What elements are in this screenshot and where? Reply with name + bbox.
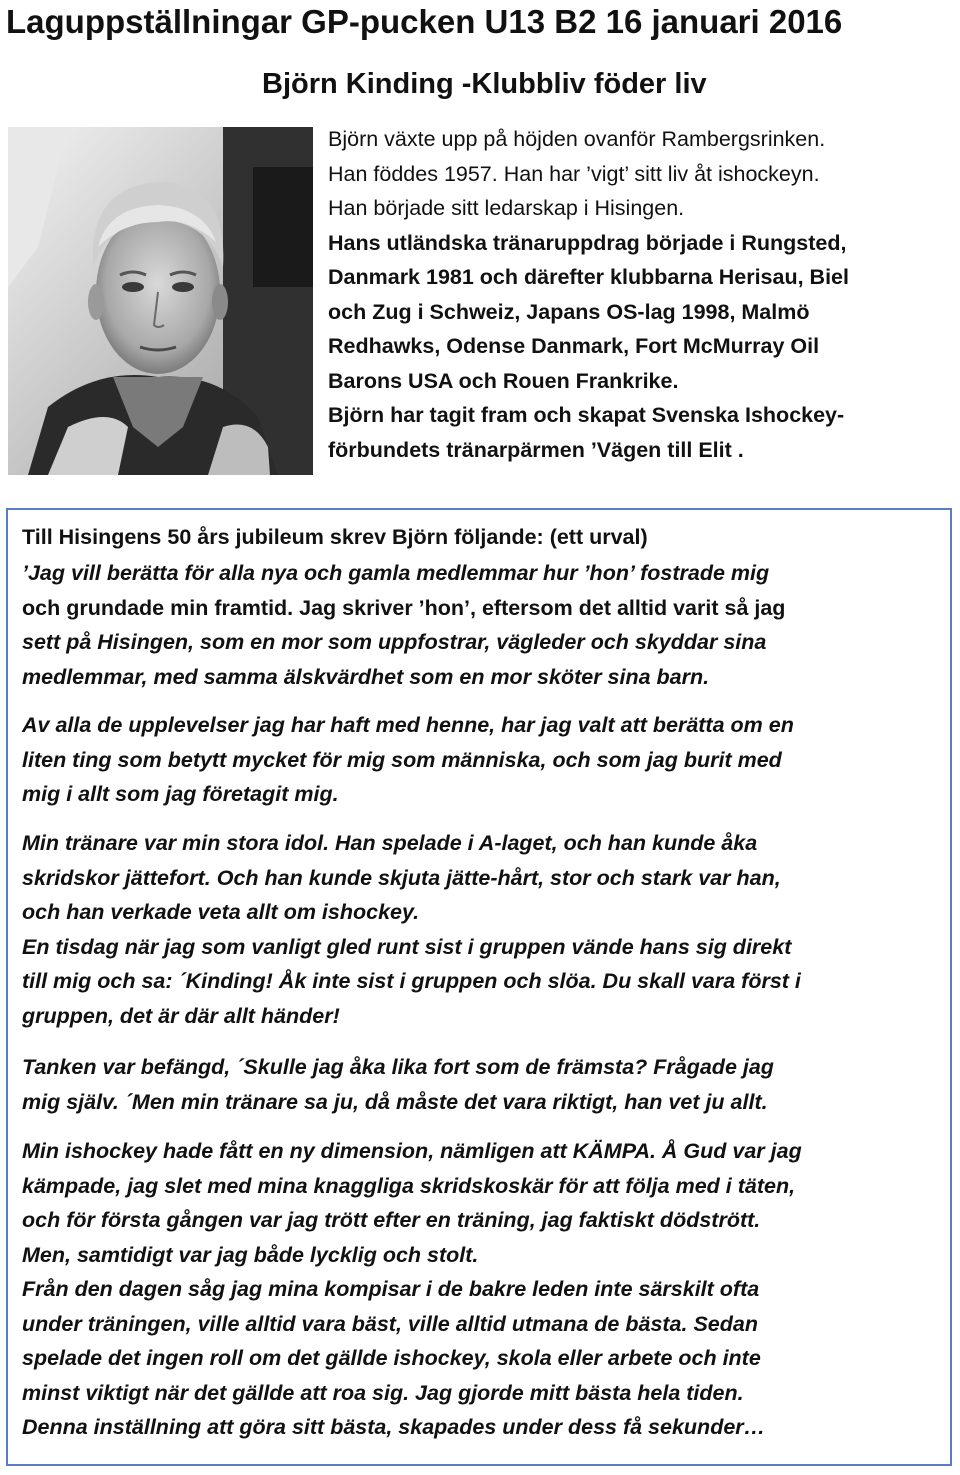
story-line: Från den dagen såg jag mina kompisar i de bakre leden inte särskilt ofta xyxy=(22,1277,760,1301)
story-line: Av alla de upplevelser jag har haft med henne, har jag valt att berätta om en xyxy=(22,713,794,737)
story-line: och för första gången var jag trött efter en träning, jag faktiskt dödstrött. xyxy=(22,1208,761,1232)
story-line: till mig och sa: ´Kinding! Åk inte sist i gruppen och slöa. Du skall vara först i xyxy=(22,969,801,993)
story-line: liten ting som betytt mycket för mig som människa, och som jag burit med xyxy=(22,747,782,772)
story-line: mig i allt som jag företagit mig. xyxy=(22,782,339,806)
story-line: skridskor jättefort. Och han kunde skjuta jätte-hårt, stor och stark var han, xyxy=(22,865,781,890)
story-line: gruppen, det är där allt händer! xyxy=(22,1003,340,1028)
story-line: Min tränare var min stora idol. Han spelade i A-laget, och han kunde åka xyxy=(22,831,758,855)
portrait-photo xyxy=(8,127,313,475)
story-line: minst viktigt när det gällde att roa sig. Jag gjorde mitt bästa hela tiden. xyxy=(22,1380,744,1405)
story-line: ’Jag vill berätta för alla nya och gamla medlemmar hur ’hon’ fostrade mig xyxy=(22,561,770,585)
story-line: Denna inställning att göra sitt bästa, skapades under dess få sekunder… xyxy=(22,1415,766,1439)
story-paragraph-1 xyxy=(22,556,942,694)
bio-line: Danmark 1981 och därefter klubbarna Herisau, Biel xyxy=(328,265,849,289)
bio-line: Han började sitt ledarskap i Hisingen. xyxy=(328,196,685,220)
article-subtitle: Björn Kinding -Klubbliv föder liv xyxy=(262,68,707,100)
bio-line: Hans utländska tränaruppdrag började i Rungsted, xyxy=(328,230,847,255)
story-paragraph-5 xyxy=(22,1134,942,1445)
bio-line: Björn har tagit fram och skapat Svenska Ishockey- xyxy=(328,403,845,427)
bio-line: Björn växte upp på höjden ovanför Rambergsrinken. xyxy=(328,127,826,151)
story-line: Min ishockey hade fått en ny dimension, nämligen att KÄMPA. Å Gud var jag xyxy=(22,1139,802,1163)
story-paragraph-2 xyxy=(22,708,942,812)
story-line: Men, samtidigt var jag både lycklig och stolt. xyxy=(22,1242,479,1267)
story-line: medlemmar, med samma älskvärdhet som en mor sköter sina barn. xyxy=(22,664,710,689)
story-line: mig själv. ´Men min tränare sa ju, då måste det vara riktigt, han vet ju allt. xyxy=(22,1089,768,1114)
story-line: under träningen, ville alltid vara bäst, ville alltid utmana de bästa. Sedan xyxy=(22,1311,758,1336)
bio-line: Barons USA och Rouen Frankrike. xyxy=(328,368,679,393)
story-line: spelade det ingen roll om det gällde ishockey, skola eller arbete och inte xyxy=(22,1346,761,1370)
story-line: sett på Hisingen, som en mor som uppfostrar, vägleder och skyddar sina xyxy=(22,630,767,654)
story-line: och han verkade veta allt om ishockey. xyxy=(22,900,420,924)
story-line: Tanken var befängd, ´Skulle jag åka lika fort som de främsta? Frågade jag xyxy=(22,1055,774,1079)
story-line: och grundade min framtid. Jag skriver ’hon’, eftersom det alltid varit så jag xyxy=(22,595,786,620)
story-paragraph-3 xyxy=(22,826,942,1033)
story-line: kämpade, jag slet med mina knaggliga skridskoskär för att följa med i täten, xyxy=(22,1173,796,1198)
bio-line: och Zug i Schweiz, Japans OS-lag 1998, Malmö xyxy=(328,299,810,324)
page-title: Laguppställningar GP-pucken U13 B2 16 januari 2016 xyxy=(6,3,843,40)
bio-line: förbundets tränarpärmen ’Vägen till Elit . xyxy=(328,437,744,462)
story-paragraph-4 xyxy=(22,1050,942,1119)
bio-line: Redhawks, Odense Danmark, Fort McMurray Oil xyxy=(328,334,820,358)
story-intro: Till Hisingens 50 års jubileum skrev Björn följande: (ett urval) xyxy=(22,525,648,549)
story-line: En tisdag när jag som vanligt gled runt sist i gruppen vände hans sig direkt xyxy=(22,934,792,959)
bio-line: Han föddes 1957. Han har ’vigt’ sitt liv åt ishockeyn. xyxy=(328,161,820,186)
bio-section xyxy=(328,122,956,467)
story-box xyxy=(6,508,952,1466)
